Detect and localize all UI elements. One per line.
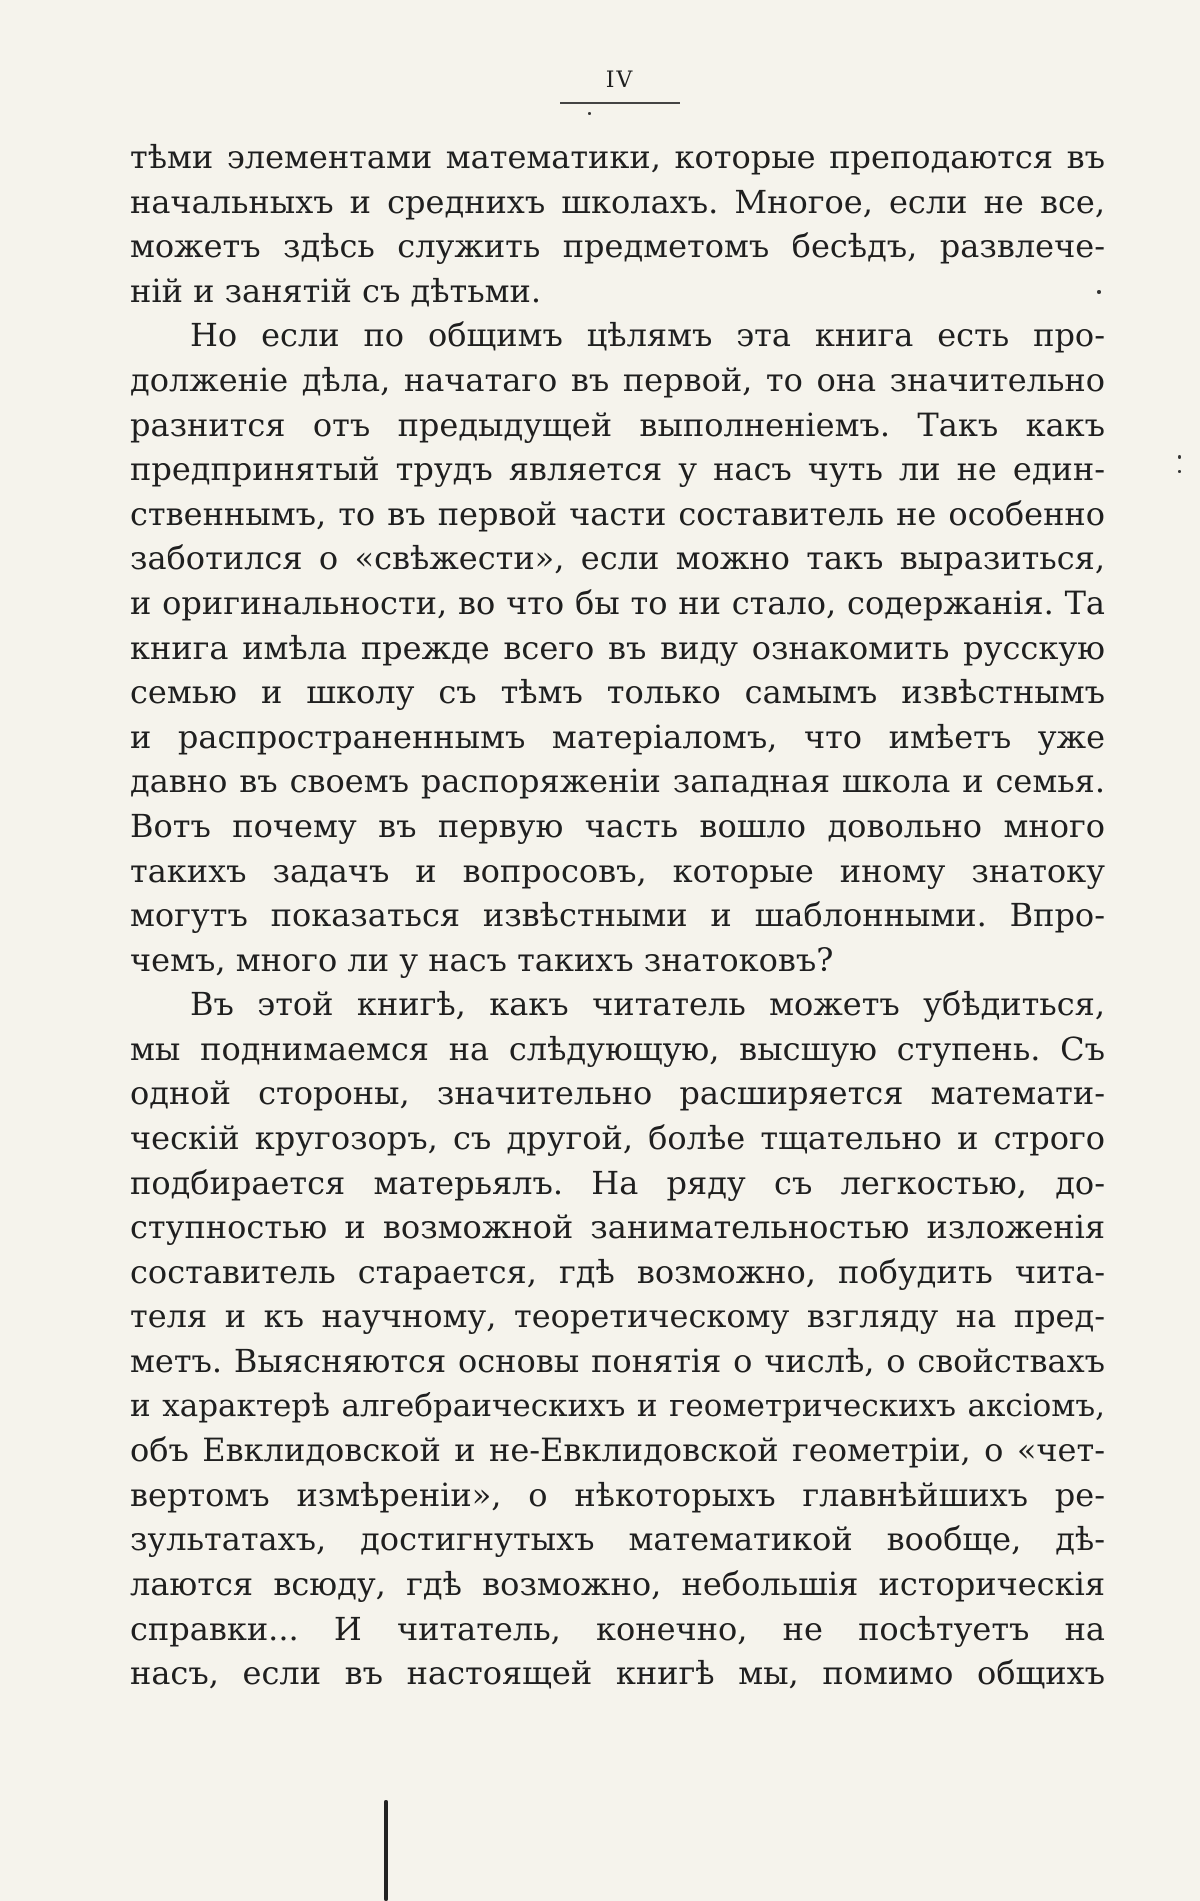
- text-line: долженіе дѣла, начатаго въ первой, то она значительно: [130, 360, 1105, 399]
- text-line: составитель старается, гдѣ возможно, побудить чита-: [130, 1252, 1105, 1291]
- text-line: начальныхъ и среднихъ школахъ. Многое, если не все,: [130, 182, 1105, 221]
- text-line: насъ, если въ настоящей книгѣ мы, помимо общихъ: [130, 1654, 1105, 1693]
- page-number-rule: [560, 102, 680, 104]
- text-line: метъ. Выясняются основы понятія о числѣ, о свойствахъ: [130, 1342, 1105, 1381]
- text-line: такихъ задачъ и вопросовъ, которые иному знатоку: [130, 851, 1105, 890]
- text-line: давно въ своемъ распоряженіи западная школа и семья.: [130, 762, 1105, 801]
- text-line: Вотъ почему въ первую часть вошло довольно много: [130, 806, 1105, 845]
- page-number: IV: [605, 68, 635, 93]
- text-line: заботился о «свѣжести», если можно такъ выразиться,: [130, 539, 1105, 578]
- paper-speck: [588, 112, 591, 115]
- text-line: ній и занятій съ дѣтьми.: [130, 271, 542, 310]
- text-line: Въ этой книгѣ, какъ читатель можетъ убѣдиться,: [190, 985, 1105, 1024]
- binding-mark: [384, 1800, 388, 1901]
- paper-speck: [1097, 290, 1101, 294]
- text-line: книга имѣла прежде всего въ виду ознакомить русскую: [130, 628, 1105, 667]
- text-line: одной стороны, значительно расширяется математи-: [130, 1074, 1105, 1113]
- text-line: Но если по общимъ цѣлямъ эта книга есть про-: [190, 316, 1105, 355]
- text-line: ческій кругозоръ, съ другой, болѣе тщательно и строго: [130, 1119, 1105, 1158]
- text-line: справки... И читатель, конечно, не посѣтуетъ на: [130, 1609, 1105, 1648]
- body-text: [130, 135, 1105, 1696]
- text-line: ственнымъ, то въ первой части составитель не особенно: [130, 494, 1105, 533]
- text-line: и характерѣ алгебраическихъ и геометрическихъ аксіомъ,: [130, 1387, 1105, 1424]
- text-line: и оригинальности, во что бы то ни стало, содержанія. Та: [130, 583, 1105, 622]
- text-line: предпринятый трудъ является у насъ чуть ли не един-: [130, 450, 1105, 489]
- text-line: объ Евклидовской и не-Евклидовской геометріи, о «чет-: [130, 1431, 1105, 1470]
- text-line: зультатахъ, достигнутыхъ математикой вообще, дѣ-: [130, 1520, 1105, 1559]
- text-line: семью и школу съ тѣмъ только самымъ извѣстнымъ: [130, 673, 1105, 712]
- paper-speck: [1178, 470, 1181, 473]
- text-line: мы поднимаемся на слѣдующую, высшую ступень. Съ: [130, 1029, 1105, 1068]
- text-line: лаются всюду, гдѣ возможно, небольшія историческія: [130, 1565, 1105, 1603]
- text-line: вертомъ измѣреніи», о нѣкоторыхъ главнѣйшихъ ре-: [130, 1475, 1105, 1514]
- paper-speck: [1178, 455, 1181, 459]
- text-line: подбирается матерьялъ. На ряду съ легкостью, до-: [130, 1163, 1105, 1202]
- text-line: теля и къ научному, теоретическому взгляду на пред-: [130, 1297, 1105, 1336]
- text-line: можетъ здѣсь служить предметомъ бесѣдъ, развлече-: [130, 227, 1105, 266]
- text-line: тѣми элементами математики, которые преподаются въ: [130, 138, 1105, 176]
- text-line: и распространеннымъ матеріаломъ, что имѣетъ уже: [130, 717, 1105, 756]
- text-line: чемъ, много ли у насъ такихъ знатоковъ?: [130, 940, 834, 979]
- text-line: разнится отъ предыдущей выполненіемъ. Такъ какъ: [130, 405, 1105, 444]
- text-line: ступностью и возможной занимательностью изложенія: [130, 1208, 1105, 1247]
- text-line: могутъ показаться извѣстными и шаблонными. Впро-: [130, 896, 1105, 935]
